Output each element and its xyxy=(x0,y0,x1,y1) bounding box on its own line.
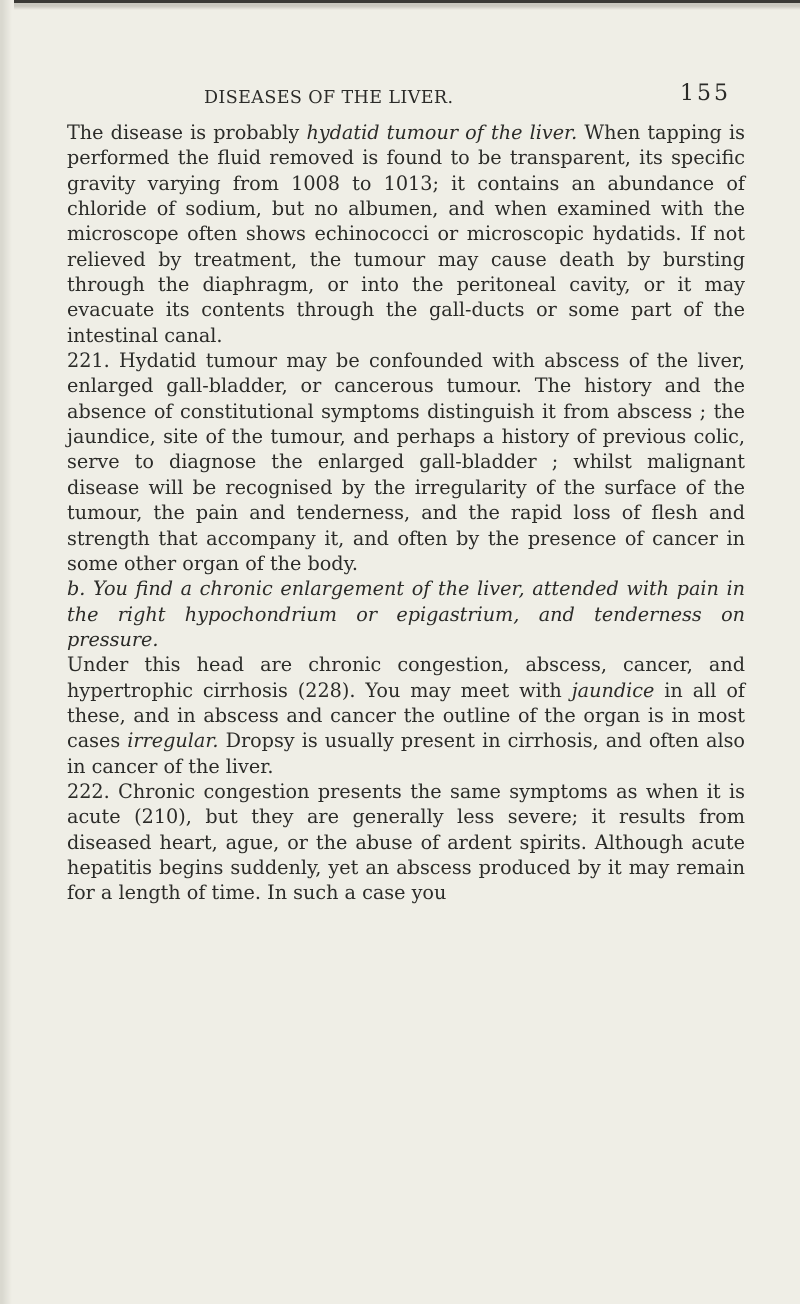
text-run: 222. Chronic congestion presents the same symptoms as when it is acute (210), but they are generally less severe; it results from diseased heart, ague, or the abuse of ardent spirits. Although acute hepatitis begins suddenly, yet an abscess produced by it may remain for a length of time. In such a case you xyxy=(67,779,745,905)
text-run: Dropsy is usually present in cirrhosis, and often also in cancer of the liver. xyxy=(67,729,745,778)
paragraph-under-this-head xyxy=(67,652,745,779)
text-run-italic: b. You find a chronic enlargement of the liver, attended with pain in the right hypochondrium or epigastrium, and tenderness on pressure. xyxy=(67,577,745,651)
paragraph-hydatid-intro xyxy=(67,120,745,348)
paragraph-221 xyxy=(67,348,745,576)
text-run: The disease is probably xyxy=(67,121,307,144)
page-top-edge xyxy=(0,0,800,10)
text-run: When tapping is performed the fluid removed is found to be transparent, its specific gravity varying from 1008 to 1013; it contains an abundance of chloride of sodium, but no albumen, and when examined with the microscope often shows echinococci or microscopic hydatids. If not relieved by treatment, the tumour may cause death by bursting through the diaphragm, or into the peritoneal cavity, or it may evacuate its contents through the gall-ducts or some part of the intestinal canal. xyxy=(67,121,745,347)
body-text xyxy=(67,120,745,906)
text-run-italic: irregular. xyxy=(127,729,219,753)
text-run-italic: hydatid tumour of the liver. xyxy=(306,121,578,144)
page-number: 155 xyxy=(680,81,731,106)
running-head xyxy=(67,80,745,120)
text-run-italic: jaundice xyxy=(571,678,655,702)
text-run: Under this head are chronic congestion, abscess, cancer, and hypertrophic cirrhosis (228). You may meet with xyxy=(67,653,745,702)
text-run: 221. Hydatid tumour may be confounded with abscess of the liver, enlarged gall-bladder, or cancerous tumour. The history and the absence of constitutional symptoms distinguish it from abscess ; the jaundice, site of the tumour, and perhaps a history of previous colic, serve to diagnose the enlarged gall-bladder ; whilst malignant disease will be recognised by the irregularity of the surface of the tumour, the pain and tenderness, and the rapid loss of flesh and strength that accompany it, and often by the presence of cancer in some other organ of the body. xyxy=(67,349,745,575)
text-run: in all of these, and in abscess and cancer the outline of the organ is in most cases xyxy=(67,678,745,753)
page-left-edge xyxy=(0,0,14,1304)
paragraph-b-heading xyxy=(67,576,745,652)
book-page xyxy=(67,80,745,906)
running-title: DISEASES OF THE LIVER. xyxy=(204,88,454,108)
paragraph-222 xyxy=(67,779,745,906)
